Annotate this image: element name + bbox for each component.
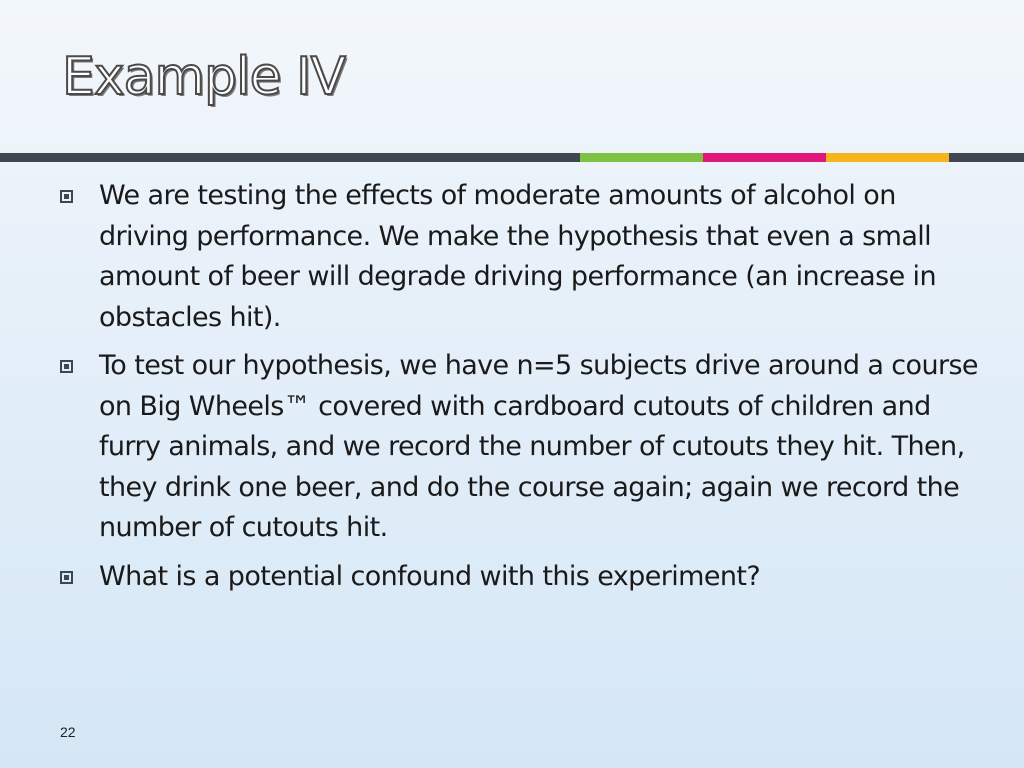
bullet-text: We are testing the effects of moderate amounts of alcohol on driving performance. We make the hypothesis that even a small amount of beer will degrade driving performance (an increase in obstacles hit). <box>99 180 936 333</box>
square-bullet-icon <box>60 190 73 203</box>
bullet-text: What is a potential confound with this experiment? <box>99 560 761 592</box>
bullet-item <box>60 346 980 549</box>
bullet-text: To test our hypothesis, we have n=5 subjects drive around a course on Big Wheels™ covered with cardboard cutouts of children and furry animals, and we record the number of cutouts they hit. Then, they drink one beer, and do the course again; again we record the number of cutouts hit. <box>99 350 978 543</box>
square-bullet-icon <box>60 571 73 584</box>
divider-segment-dark-end <box>949 153 1024 162</box>
divider-segment-gold <box>826 153 949 162</box>
square-bullet-icon <box>60 360 73 373</box>
slide-title: Example IV <box>62 47 346 107</box>
divider-segment-pink <box>703 153 826 162</box>
bullet-item <box>60 557 980 598</box>
divider-segment-green <box>580 153 703 162</box>
page-number: 22 <box>60 724 76 740</box>
bullet-item <box>60 176 980 338</box>
title-divider <box>0 153 1024 162</box>
divider-segment-dark <box>0 153 580 162</box>
bullet-list <box>60 176 980 605</box>
